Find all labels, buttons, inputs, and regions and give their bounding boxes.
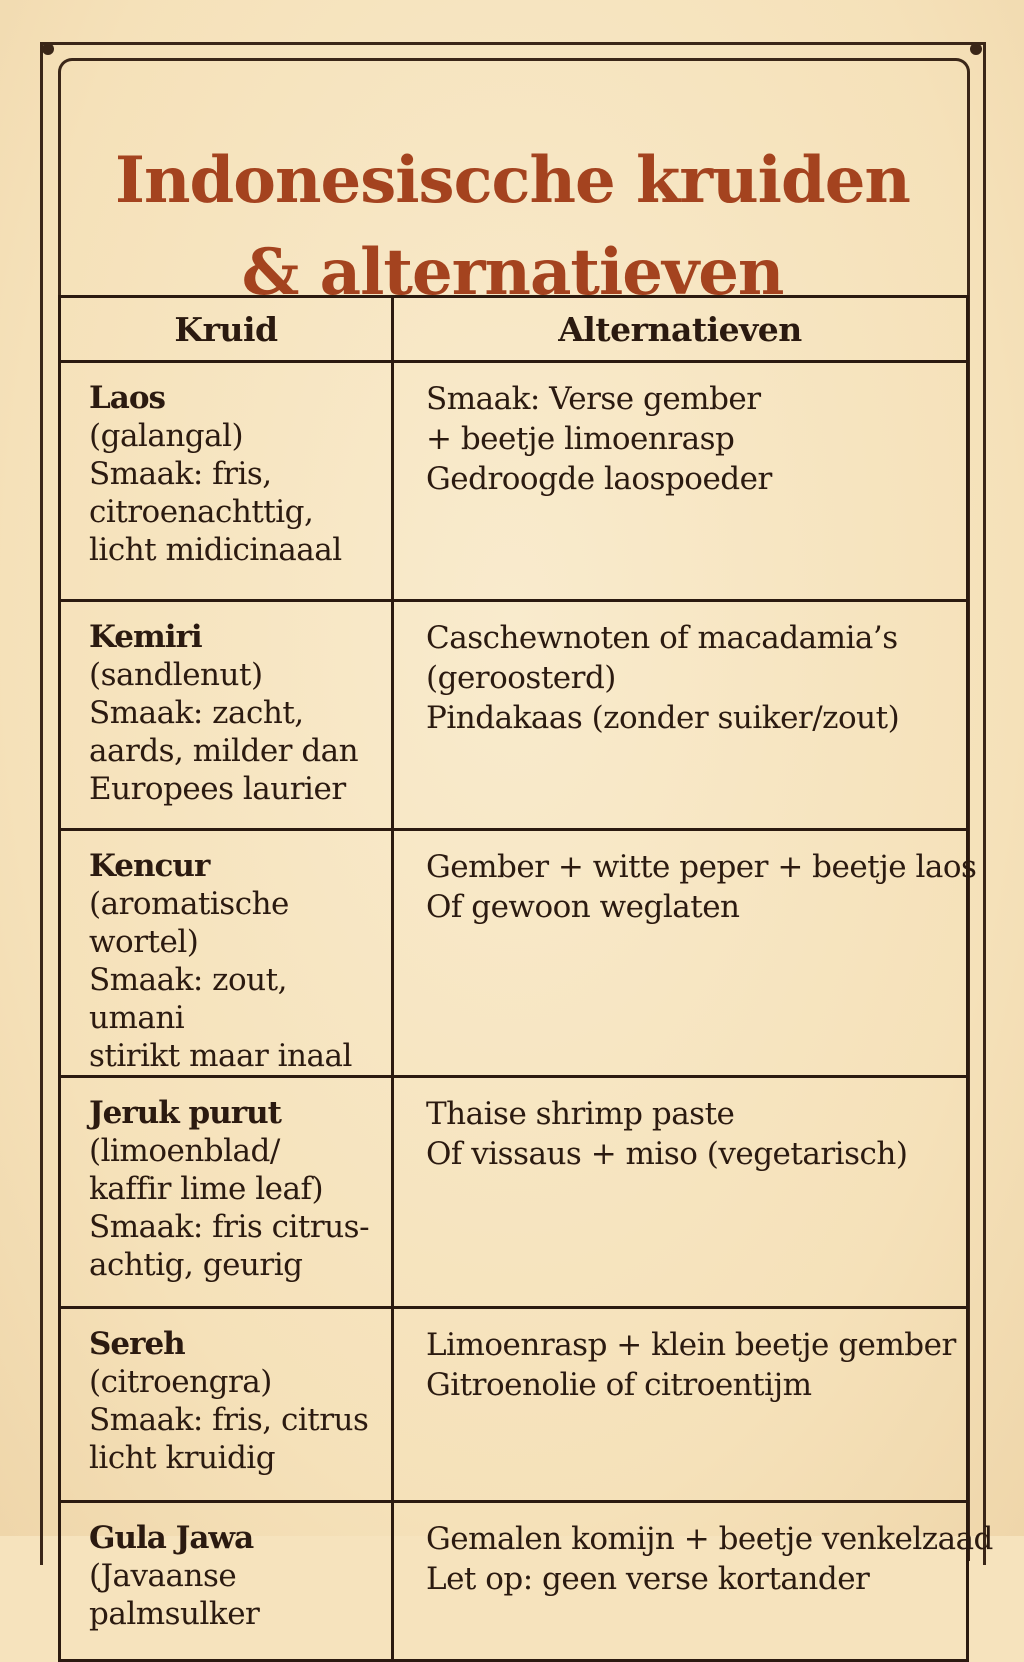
spice-detail: stirikt maar inaal bbox=[89, 1038, 352, 1074]
column-header-kruid: Kruid bbox=[60, 297, 393, 362]
corner-ornament-right bbox=[970, 43, 982, 55]
alternative-line: Gedroogde laospoeder bbox=[426, 461, 772, 497]
spice-detail: Smaak: fris citrus- bbox=[89, 1209, 370, 1245]
spice-detail: (limoenblad/ bbox=[89, 1133, 280, 1169]
table-header-row bbox=[60, 297, 968, 362]
spice-cell bbox=[60, 830, 393, 1077]
spice-name: Sereh bbox=[89, 1326, 185, 1362]
spice-detail: kaffir lime leaf) bbox=[89, 1171, 324, 1207]
spice-name: Jeruk purut bbox=[89, 1095, 281, 1131]
spice-cell bbox=[60, 362, 393, 601]
alternative-line: Gemalen komijn + beetje venkelzaad bbox=[426, 1521, 993, 1557]
spice-cell bbox=[60, 1077, 393, 1308]
spice-detail: (aromatische bbox=[89, 886, 289, 922]
alternative-line: Gember + witte peper + beetje laos bbox=[426, 849, 977, 885]
table-row bbox=[60, 362, 968, 601]
alternative-line: Of vissaus + miso (vegetarisch) bbox=[426, 1136, 908, 1172]
table-row bbox=[60, 830, 968, 1077]
spice-name: Laos bbox=[89, 380, 166, 416]
alternative-line: Let op: geen verse kortander bbox=[426, 1561, 870, 1597]
spice-detail: (citroengra) bbox=[89, 1364, 272, 1400]
spice-detail: citroenachttig, bbox=[89, 494, 314, 530]
alternatives-cell bbox=[393, 1308, 968, 1502]
corner-ornament-left bbox=[42, 43, 54, 55]
alternative-line: Caschewnoten of macadamia’s bbox=[426, 620, 898, 656]
table-row bbox=[60, 601, 968, 830]
spice-detail: (galangal) bbox=[89, 418, 244, 454]
spice-detail: achtig, geurig bbox=[89, 1247, 303, 1283]
alternative-line: Pindakaas (zonder suiker/zout) bbox=[426, 700, 900, 736]
alternatives-cell bbox=[393, 601, 968, 830]
spice-detail: (sandlenut) bbox=[89, 657, 263, 693]
spice-detail: Smaak: fris, bbox=[89, 456, 272, 492]
alternatives-cell bbox=[393, 1077, 968, 1308]
spice-detail: (Javaanse bbox=[89, 1558, 237, 1594]
alternative-line: Thaise shrimp paste bbox=[426, 1096, 735, 1132]
spice-detail: licht midicinaaal bbox=[89, 532, 342, 568]
table-row bbox=[60, 1308, 968, 1502]
alternatives-cell bbox=[393, 362, 968, 601]
title-line-2: & alternatieven bbox=[241, 234, 784, 310]
alternatives-cell bbox=[393, 1502, 993, 1661]
spice-detail: wortel) bbox=[89, 924, 199, 960]
spice-cell bbox=[60, 1308, 393, 1502]
spice-cell bbox=[60, 601, 393, 830]
alternative-line: Smaak: Verse gember bbox=[426, 381, 761, 417]
spice-table bbox=[58, 295, 993, 1662]
spice-cell bbox=[60, 1502, 393, 1661]
alternative-line: Gitroenolie of citroentijm bbox=[426, 1367, 812, 1403]
alternative-line: Limoenrasp + klein beetje gember bbox=[426, 1327, 956, 1363]
page-title bbox=[61, 135, 964, 319]
alternatives-cell bbox=[393, 830, 977, 1077]
alternative-line: (geroosterd) bbox=[426, 660, 616, 696]
spice-detail: palmsulker bbox=[89, 1596, 260, 1632]
spice-name: Kemiri bbox=[89, 619, 202, 655]
spice-name: Gula Jawa bbox=[89, 1520, 254, 1556]
spice-detail: aards, milder dan bbox=[89, 733, 359, 769]
spice-detail: Smaak: fris, citrus bbox=[89, 1402, 369, 1438]
spice-detail: Smaak: zacht, bbox=[89, 695, 304, 731]
column-header-alternatieven: Alternatieven bbox=[393, 297, 968, 362]
alternative-line: + beetje limoenrasp bbox=[426, 421, 735, 457]
spice-detail: licht kruidig bbox=[89, 1440, 276, 1476]
alternative-line: Of gewoon weglaten bbox=[426, 889, 740, 925]
spice-name: Kencur bbox=[89, 848, 210, 884]
spice-detail: Smaak: zout, umani bbox=[89, 962, 287, 1036]
table-row bbox=[60, 1502, 968, 1661]
table-row bbox=[60, 1077, 968, 1308]
title-line-1: Indonesiscche kruiden bbox=[115, 142, 910, 218]
spice-detail: Europees laurier bbox=[89, 771, 346, 807]
